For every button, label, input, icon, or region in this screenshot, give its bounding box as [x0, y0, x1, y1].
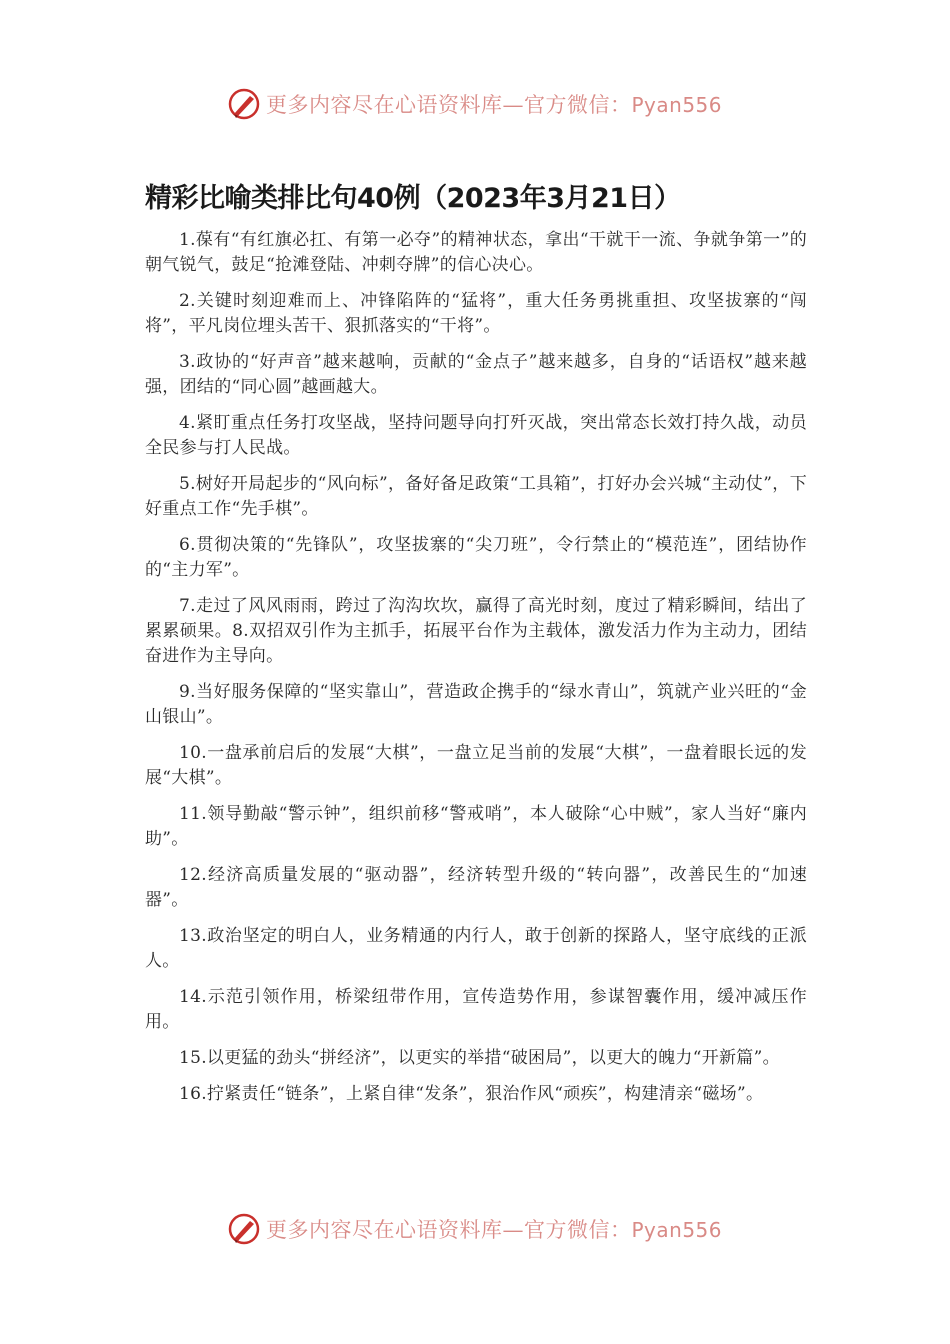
- paragraph: 12.经济高质量发展的“驱动器”，经济转型升级的“转向器”，改善民生的“加速器”。: [145, 865, 807, 910]
- paragraph: 6.贯彻决策的“先锋队”，攻坚拔寨的“尖刀班”，令行禁止的“模范连”，团结协作的“主力军”。: [145, 535, 807, 580]
- paragraph: 4.紧盯重点任务打攻坚战，坚持问题导向打歼灭战，突出常态长效打持久战，动员全民参与打人民战。: [145, 413, 807, 458]
- paragraph: 7.走过了风风雨雨，跨过了沟沟坎坎，赢得了高光时刻，度过了精彩瞬间，结出了累累硕果。8.双招双引作为主抓手，拓展平台作为主载体，激发活力作为主动力，团结奋进作为主导向。: [145, 596, 807, 666]
- paragraph: 15.以更猛的劲头“拼经济”，以更实的举措“破困局”，以更大的魄力“开新篇”。: [179, 1048, 780, 1068]
- pen-logo-icon: [228, 1213, 260, 1245]
- wechat-id: Pyan556: [631, 1218, 722, 1242]
- paragraph: 10.一盘承前启后的发展“大棋”，一盘立足当前的发展“大棋”，一盘着眼长远的发展“大棋”。: [145, 743, 807, 788]
- paragraph: 2.关键时刻迎难而上、冲锋陷阵的“猛将”，重大任务勇挑重担、攻坚拔寨的“闯将”，平凡岗位埋头苦干、狠抓落实的“干将”。: [145, 291, 807, 336]
- paragraph: 16.拧紧责任“链条”，上紧自律“发条”，狠治作风“顽疾”，构建清亲“磁场”。: [179, 1084, 764, 1104]
- wechat-id: Pyan556: [631, 93, 722, 117]
- paragraph: 3.政协的“好声音”越来越响，贡献的“金点子”越来越多，自身的“话语权”越来越强，团结的“同心圆”越画越大。: [145, 352, 807, 397]
- paragraph: 5.树好开局起步的“风向标”，备好备足政策“工具箱”，打好办会兴城“主动仗”，下好重点工作“先手棋”。: [145, 474, 807, 519]
- paragraph: 9.当好服务保障的“坚实靠山”，营造政企携手的“绿水青山”，筑就产业兴旺的“金山银山”。: [145, 682, 807, 727]
- article-body: [145, 228, 807, 1118]
- page-title: 精彩比喻类排比句40例（2023年3月21日）: [145, 183, 681, 214]
- banner-text: 更多内容尽在心语资料库—官方微信：Pyan556: [265, 93, 722, 117]
- paragraph: 13.政治坚定的明白人，业务精通的内行人，敢于创新的探路人，坚守底线的正派人。: [145, 926, 807, 971]
- footer-banner: [0, 1209, 950, 1249]
- paragraph: 1.葆有“有红旗必扛、有第一必夺”的精神状态，拿出“干就干一流、争就争第一”的朝气锐气，鼓足“抢滩登陆、冲刺夺牌”的信心决心。: [145, 230, 807, 275]
- paragraph: 14.示范引领作用，桥梁纽带作用，宣传造势作用，参谋智囊作用，缓冲减压作用。: [145, 987, 807, 1032]
- header-banner: [0, 84, 950, 124]
- banner-text: 更多内容尽在心语资料库—官方微信：Pyan556: [265, 1218, 722, 1242]
- paragraph: 11.领导勤敲“警示钟”，组织前移“警戒哨”，本人破除“心中贼”，家人当好“廉内助”。: [145, 804, 807, 849]
- pen-logo-icon: [228, 88, 260, 120]
